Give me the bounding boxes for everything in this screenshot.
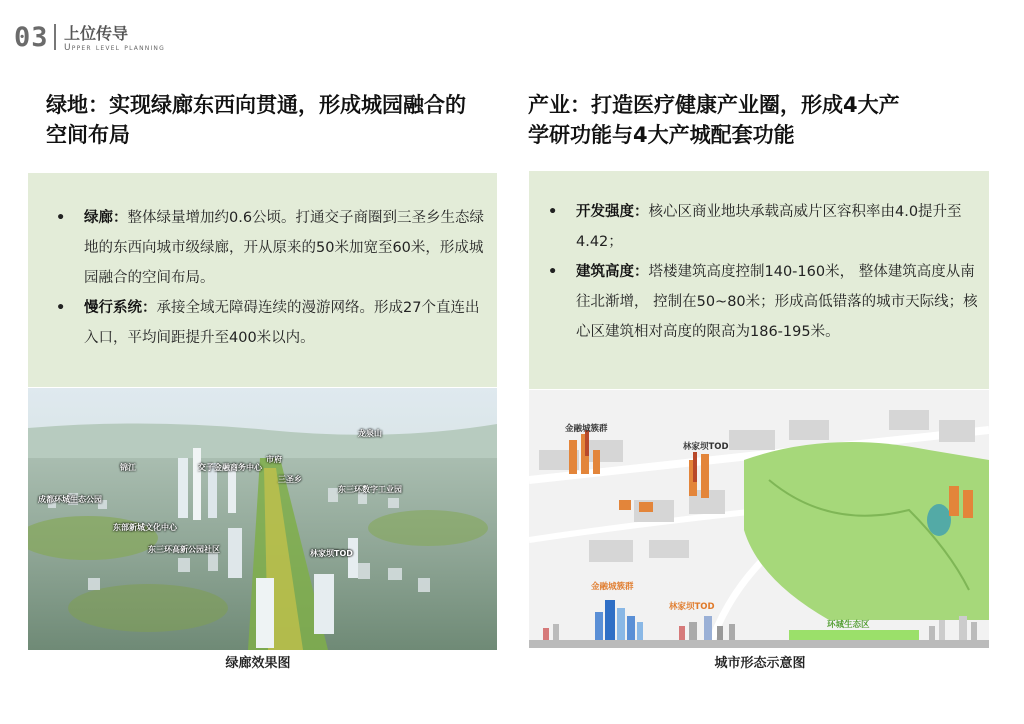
map-label: 成都环城生态公园 [38, 495, 102, 504]
map-label: 林家坝TOD [669, 602, 715, 612]
map-label: 林家坝TOD [310, 549, 353, 558]
green-corridor-rendering [28, 388, 497, 650]
map-label: 东三环数字工业园 [338, 485, 402, 494]
list-item: • 慢行系统：承接全域无障碍连续的漫游网络。形成27个直连出入口，平均间距提升至400米以内。 [56, 300, 480, 346]
bullet-term: 绿廊： [84, 210, 128, 226]
city-form-schematic [529, 390, 989, 648]
map-label: 金融城簇群 [565, 424, 608, 434]
list-item: • 建筑高度：塔楼建筑高度控制140-160米， 整体建筑高度从南往北渐增， 控制在50~80米；形成高低错落的城市天际线；核心区建筑相对高度的限高为186-195米。 [548, 264, 978, 340]
list-item: • 开发强度：核心区商业地块承载高威片区容积率由4.0提升至4.42； [548, 204, 962, 250]
map-label: 金融城簇群 [591, 582, 634, 592]
right-image-caption: 城市形态示意图 [714, 656, 806, 671]
bullet-text: 承接全域无障碍连续的漫游网络。形成27个直连出入口，平均间距提升至400米以内。 [84, 300, 480, 346]
map-label: 林家坝TOD [683, 442, 729, 452]
bullet-term: 建筑高度： [576, 264, 649, 280]
bullet-text: 整体绿量增加约0.6公顷。打通交子商圈到三圣乡生态绿地的东西向城市级绿廊，开从原来的50米加宽至60米，形成城园融合的空间布局。 [84, 210, 485, 286]
map-label: 东部新城文化中心 [113, 523, 177, 532]
aerial-city-illustration [28, 388, 497, 650]
map-label: 三圣乡 [278, 475, 302, 484]
map-label: 锦江 [120, 463, 136, 472]
left-bullet-list [56, 203, 486, 353]
right-heading-line1: 产业：打造医疗健康产业圈，形成4大产 [528, 93, 900, 117]
bullet-term: 慢行系统： [84, 300, 157, 316]
left-heading-line2: 空间布局 [46, 123, 130, 147]
left-heading [46, 90, 506, 150]
right-bullet-list [548, 197, 978, 347]
section-subtitle: Upper level planning [64, 43, 165, 53]
right-heading-line2: 学研功能与4大产城配套功能 [528, 123, 795, 147]
section-number: 03 [14, 22, 49, 53]
map-label: 东三环高新公园社区 [148, 545, 220, 554]
left-heading-line1: 绿地：实现绿廊东西向贯通，形成城园融合的 [46, 93, 466, 117]
bullet-text: 核心区商业地块承载高威片区容积率由4.0提升至4.42； [576, 204, 962, 250]
bullet-term: 开发强度： [576, 204, 649, 220]
map-label: 市府 [266, 455, 282, 464]
map-label: 龙泉山 [358, 429, 382, 438]
list-item: • 绿廊：整体绿量增加约0.6公顷。打通交子商圈到三圣乡生态绿地的东西向城市级绿廊，开从原来的50米加宽至60米，形成城园融合的空间布局。 [56, 210, 485, 286]
map-label: 环城生态区 [827, 620, 870, 630]
right-heading [528, 90, 948, 150]
section-divider [54, 24, 56, 50]
section-title: 上位传导 [64, 24, 129, 43]
bullet-text: 塔楼建筑高度控制140-160米， 整体建筑高度从南往北渐增， 控制在50~80米；形成高低错落的城市天际线；核心区建筑相对高度的限高为186-195米。 [576, 264, 978, 340]
map-label: 交子金融商务中心 [198, 463, 262, 472]
left-image-caption: 绿廊效果图 [225, 656, 291, 671]
